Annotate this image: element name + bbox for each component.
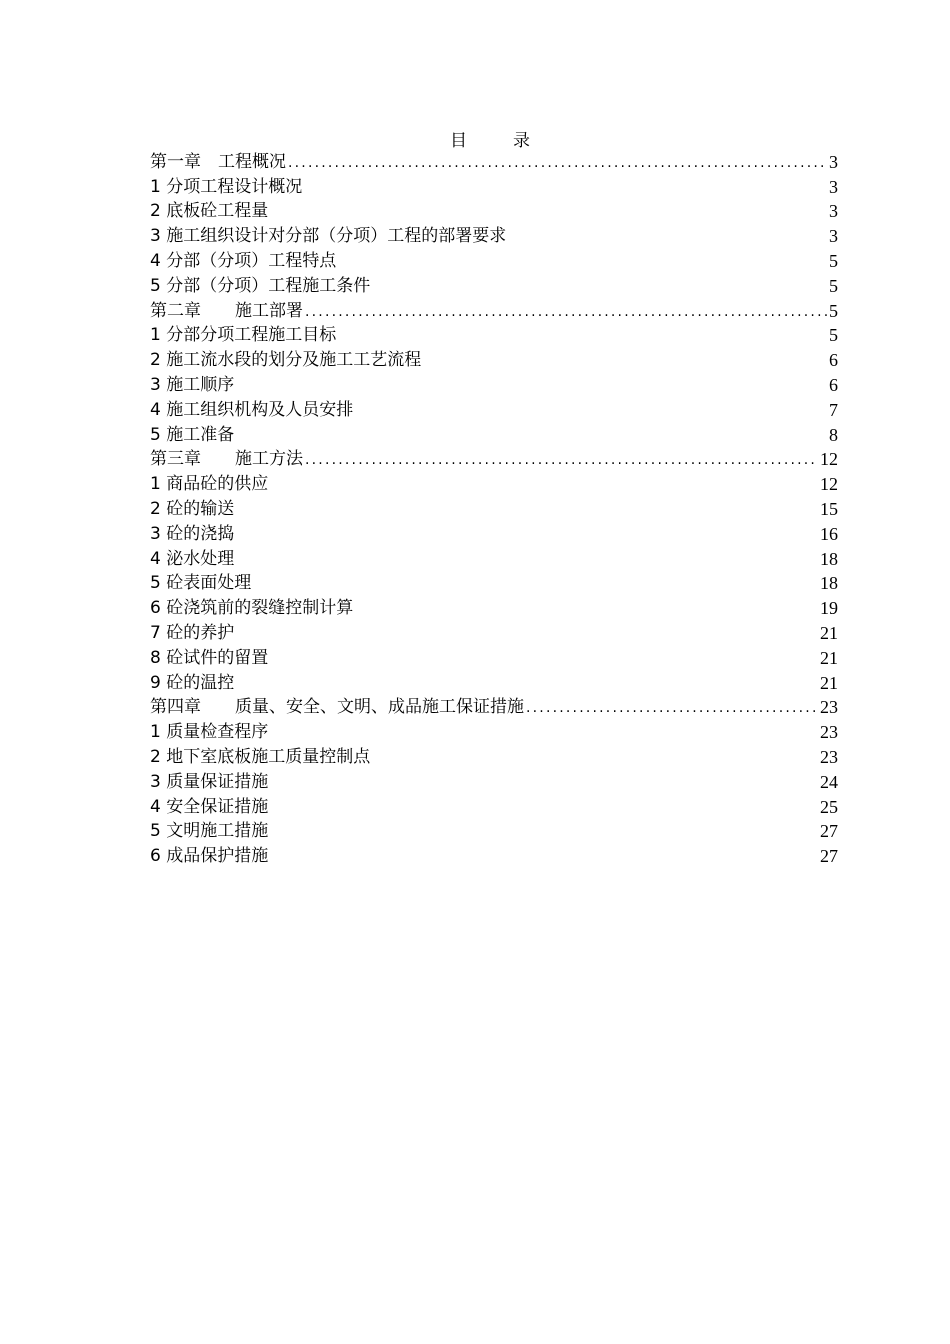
toc-title-left: 目 [450,131,467,151]
toc-page-number: 27 [820,846,838,867]
toc-section-row[interactable] [150,842,838,867]
toc-section-row[interactable] [150,198,838,223]
toc-page-number: 5 [829,275,838,296]
toc-page-number: 6 [829,374,838,395]
toc-page-number: 16 [820,523,838,544]
toc-section-row[interactable] [150,495,838,520]
toc-entry-label: 2 砼的输送 [150,498,235,519]
toc-section-row[interactable] [150,371,838,396]
toc-list [150,148,838,867]
toc-chapter-row[interactable] [150,446,838,471]
toc-page-number: 12 [820,474,838,495]
toc-chapter-row[interactable] [150,297,838,322]
toc-entry-label: 9 砼的温控 [150,672,235,693]
toc-page-number: 18 [820,548,838,569]
toc-page-number: 21 [820,647,838,668]
toc-page-number: 3 [829,201,838,222]
toc-section-row[interactable] [150,346,838,371]
toc-section-row[interactable] [150,322,838,347]
toc-dot-leader [305,302,827,322]
toc-section-row[interactable] [150,743,838,768]
toc-section-row[interactable] [150,644,838,669]
toc-entry-label: 5 文明施工措施 [150,821,269,842]
toc-dot-leader [526,698,818,718]
toc-section-row[interactable] [150,222,838,247]
toc-page-number: 8 [829,424,838,445]
toc-entry-label: 第一章 工程概况 [150,151,286,172]
toc-page-number: 18 [820,573,838,594]
toc-section-row[interactable] [150,619,838,644]
toc-entry-label: 1 分项工程设计概况 [150,176,303,197]
toc-section-row[interactable] [150,594,838,619]
toc-page-number: 24 [820,771,838,792]
toc-entry-label: 1 商品砼的供应 [150,474,269,495]
toc-page-number: 21 [820,672,838,693]
toc-section-row[interactable] [150,520,838,545]
toc-entry-label: 8 砼试件的留置 [150,647,269,668]
toc-page-number: 12 [820,449,838,470]
toc-section-row[interactable] [150,396,838,421]
toc-section-row[interactable] [150,669,838,694]
toc-title-right: 录 [513,131,530,151]
toc-entry-label: 第四章 质量、安全、文明、成品施工保证措施 [150,697,524,718]
toc-page-number: 21 [820,622,838,643]
toc-page-number: 15 [820,498,838,519]
toc-entry-label: 第三章 施工方法 [150,449,303,470]
toc-page-number: 7 [829,399,838,420]
toc-section-row[interactable] [150,793,838,818]
toc-page-number: 27 [820,821,838,842]
toc-section-row[interactable] [150,173,838,198]
toc-page-number: 23 [820,746,838,767]
toc-section-row[interactable] [150,247,838,272]
toc-entry-label: 3 砼的浇捣 [150,523,235,544]
toc-page-number: 5 [829,300,838,321]
toc-page-number: 23 [820,722,838,743]
toc-entry-label: 3 施工组织设计对分部（分项）工程的部署要求 [150,226,507,247]
toc-entry-label: 2 施工流水段的划分及施工工艺流程 [150,350,422,371]
toc-page-number: 25 [820,796,838,817]
toc-entry-label: 3 施工顺序 [150,374,235,395]
toc-page-number: 3 [829,151,838,172]
toc-dot-leader [288,153,827,173]
toc-entry-label: 6 砼浇筑前的裂缝控制计算 [150,598,354,619]
toc-page-number: 5 [829,325,838,346]
toc-page-number: 5 [829,250,838,271]
toc-section-row[interactable] [150,768,838,793]
toc-entry-label: 2 地下室底板施工质量控制点 [150,746,371,767]
toc-entry-label: 4 泌水处理 [150,548,235,569]
toc-entry-label: 1 质量检查程序 [150,722,269,743]
toc-page-number: 3 [829,226,838,247]
toc-entry-label: 4 施工组织机构及人员安排 [150,399,354,420]
toc-entry-label: 1 分部分项工程施工目标 [150,325,337,346]
toc-entry-label: 6 成品保护措施 [150,846,269,867]
toc-entry-label: 第二章 施工部署 [150,300,303,321]
toc-dot-leader [305,450,818,470]
toc-section-row[interactable] [150,470,838,495]
toc-entry-label: 4 分部（分项）工程特点 [150,250,337,271]
toc-page-number: 19 [820,598,838,619]
toc-section-row[interactable] [150,818,838,843]
toc-section-row[interactable] [150,718,838,743]
toc-section-row[interactable] [150,545,838,570]
toc-page-number: 23 [820,697,838,718]
toc-entry-label: 4 安全保证措施 [150,796,269,817]
toc-page-number: 3 [829,176,838,197]
toc-entry-label: 2 底板砼工程量 [150,201,269,222]
toc-chapter-row[interactable] [150,148,838,173]
toc-chapter-row[interactable] [150,694,838,719]
toc-section-row[interactable] [150,421,838,446]
toc-entry-label: 5 施工准备 [150,424,235,445]
toc-page-number: 6 [829,350,838,371]
toc-entry-label: 3 质量保证措施 [150,771,269,792]
toc-entry-label: 5 砼表面处理 [150,573,252,594]
toc-entry-label: 5 分部（分项）工程施工条件 [150,275,371,296]
toc-section-row[interactable] [150,272,838,297]
toc-section-row[interactable] [150,570,838,595]
toc-entry-label: 7 砼的养护 [150,622,235,643]
